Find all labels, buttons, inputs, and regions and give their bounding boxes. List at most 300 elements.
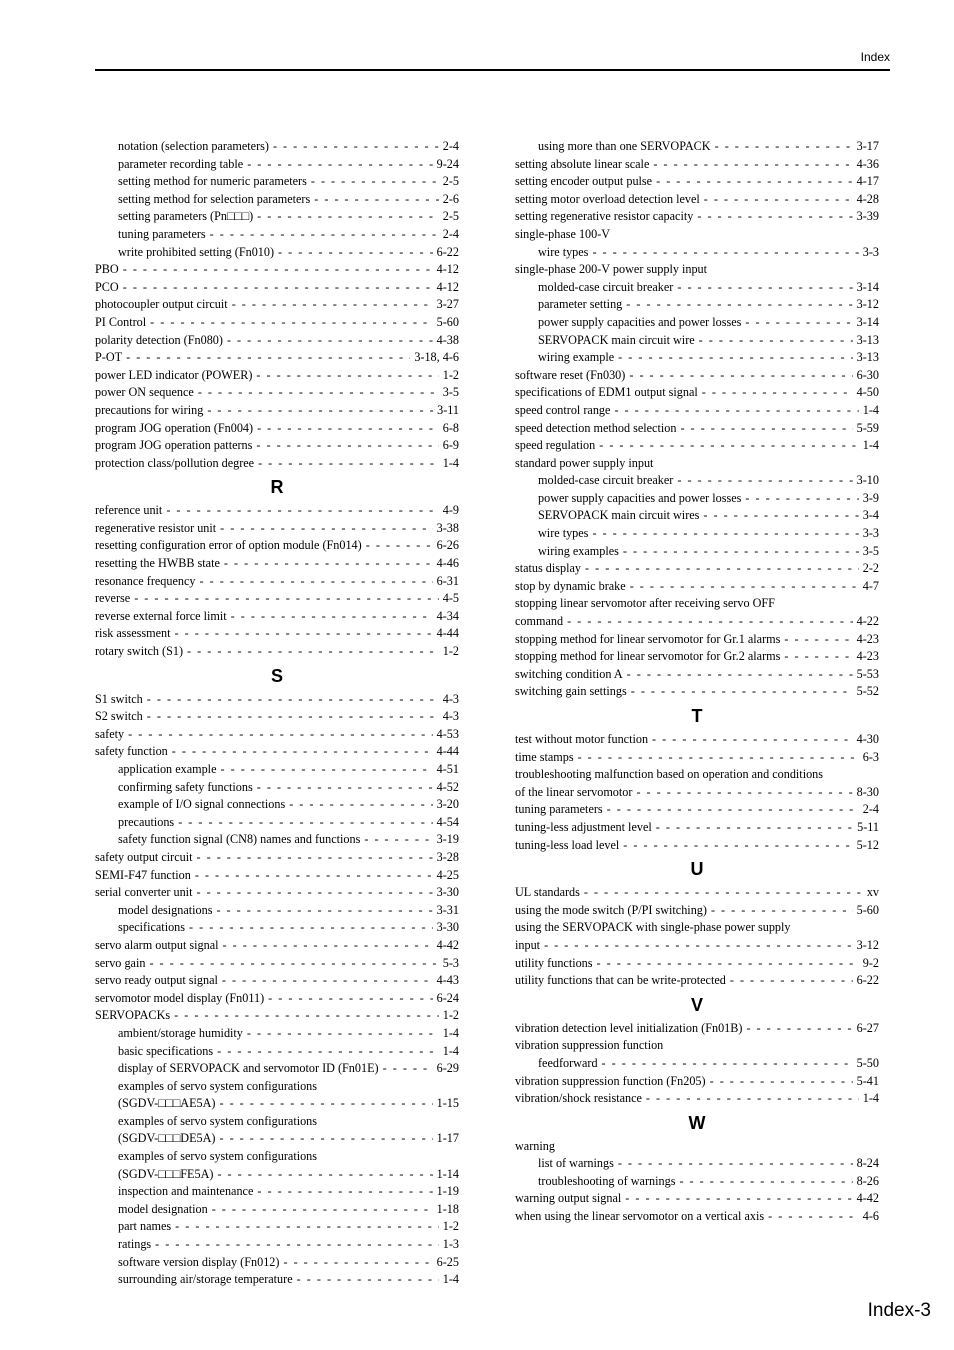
leader-dots	[710, 1073, 853, 1091]
index-entry-label: servo ready output signal	[95, 973, 218, 988]
index-entry	[515, 244, 879, 262]
index-entry-page: 2-4	[862, 802, 879, 817]
index-entry-label: inspection and maintenance	[118, 1184, 254, 1199]
leader-dots	[223, 937, 433, 955]
index-entry-label: utility functions	[515, 955, 593, 970]
index-entry-label: servo alarm output signal	[95, 937, 219, 952]
index-entry-label: parameter setting	[538, 297, 623, 312]
index-entry	[95, 437, 459, 455]
index-entry-label: feedforward	[538, 1055, 598, 1070]
index-entry	[515, 631, 879, 649]
index-entry-page: 5-3	[442, 955, 459, 970]
index-entry	[95, 779, 459, 797]
index-entry-page: 4-50	[856, 385, 879, 400]
index-entry-page: 3-12	[856, 297, 879, 312]
index-entry	[515, 972, 879, 990]
index-entry	[515, 766, 879, 801]
leader-dots	[599, 437, 859, 455]
index-entry	[95, 1271, 459, 1289]
index-entry-label: speed control range	[515, 402, 611, 417]
index-entry-page: 8-26	[856, 1173, 879, 1188]
leader-dots	[231, 608, 433, 626]
leader-dots	[592, 244, 858, 262]
leader-dots	[677, 279, 852, 297]
leader-dots	[746, 1020, 852, 1038]
index-entry-label: setting motor overload detection level	[515, 191, 700, 206]
leader-dots	[247, 156, 432, 174]
index-entry-label: parameter recording table	[118, 156, 244, 171]
index-entry-page: 3-3	[862, 244, 879, 259]
leader-dots	[607, 801, 859, 819]
index-entry-label: servo gain	[95, 955, 146, 970]
index-entry-label: utility functions that can be write-protected	[515, 973, 726, 988]
index-entry	[95, 743, 459, 761]
index-entry-label: servomotor model display (Fn011)	[95, 990, 265, 1005]
leader-dots	[314, 191, 439, 209]
leader-dots	[258, 455, 439, 473]
leader-dots	[697, 208, 852, 226]
index-entry-label: software version display (Fn012)	[118, 1254, 280, 1269]
index-entry-page: 4-23	[856, 631, 879, 646]
leader-dots	[578, 749, 859, 767]
index-entry-page: 4-42	[436, 937, 459, 952]
leader-dots	[147, 691, 439, 709]
index-entry	[95, 1113, 459, 1148]
index-entry	[95, 244, 459, 262]
section-letter: U	[690, 859, 704, 880]
index-entry	[515, 1073, 879, 1091]
leader-dots	[730, 972, 853, 990]
leader-dots	[207, 402, 433, 420]
index-entry	[95, 814, 459, 832]
index-entry-label: notation (selection parameters)	[118, 139, 269, 153]
index-entry-page: 4-12	[436, 262, 459, 277]
index-entry	[95, 1236, 459, 1254]
index-entry	[515, 279, 879, 297]
index-entry	[95, 1201, 459, 1219]
leader-dots	[646, 1090, 859, 1108]
index-entry-page: 3-27	[436, 297, 459, 312]
index-entry-label: power supply capacities and power losses	[538, 314, 742, 329]
index-entry-label: regenerative resistor unit	[95, 520, 217, 535]
leader-dots	[625, 1190, 852, 1208]
index-entry-label: P-OT	[95, 350, 123, 365]
index-entry-page: 3-13	[856, 332, 879, 347]
index-entry-label: rotary switch (S1)	[95, 644, 184, 659]
leader-dots	[219, 1130, 432, 1148]
leader-dots	[212, 1201, 433, 1219]
leader-dots	[174, 1007, 439, 1025]
index-entry	[95, 520, 459, 538]
index-entry	[95, 937, 459, 955]
index-entry-page: 4-30	[856, 732, 879, 746]
index-entry-head: examples of servo system configurations	[118, 1113, 318, 1128]
leader-dots	[268, 990, 433, 1008]
leader-dots	[172, 743, 433, 761]
index-entry-page: 2-6	[442, 191, 459, 206]
index-column-left	[95, 138, 459, 1289]
index-entry-label: molded-case circuit breaker	[538, 279, 674, 294]
index-entry-page: 4-23	[856, 649, 879, 664]
leader-dots	[216, 902, 432, 920]
index-entry-page: 1-4	[442, 1043, 459, 1058]
index-entry-page: 5-12	[856, 837, 879, 852]
leader-dots	[256, 437, 438, 455]
index-entry-label: power ON sequence	[95, 385, 194, 400]
index-entry-page: 3-30	[436, 885, 459, 900]
index-entry-label: molded-case circuit breaker	[538, 473, 674, 488]
index-entry-label: precautions	[118, 814, 175, 829]
index-entry-page: 1-2	[442, 367, 459, 382]
index-entry-label: wiring example	[538, 350, 615, 365]
index-entry	[515, 1055, 879, 1073]
leader-dots	[123, 279, 433, 297]
index-entry-page: 5-60	[436, 314, 459, 329]
index-entry	[95, 831, 459, 849]
leader-dots	[220, 520, 433, 538]
index-entry-label: warning output signal	[515, 1191, 622, 1206]
index-entry-label: using the mode switch (P/PI switching)	[515, 902, 707, 917]
index-entry-page: 5-59	[856, 420, 879, 435]
leader-dots	[257, 1183, 432, 1201]
index-entry-page: 3-31	[436, 902, 459, 917]
index-entry-page: 1-4	[442, 1272, 459, 1287]
section-letter: S	[270, 665, 283, 686]
index-entry-page: 3-10	[856, 473, 879, 488]
index-entry-page: 2-4	[442, 226, 459, 241]
index-entry	[95, 1078, 459, 1113]
index-heading: single-phase 200-V power supply input	[515, 262, 708, 277]
index-entry-page: 6-8	[442, 420, 459, 435]
index-entry-head: examples of servo system configurations	[118, 1149, 318, 1164]
index-entry	[95, 691, 459, 709]
index-entry-page: 9-2	[862, 955, 879, 970]
section-letter: R	[270, 477, 284, 498]
index-entry	[95, 138, 459, 156]
index-entry	[515, 683, 879, 701]
index-entry-page: 2-2	[862, 561, 879, 576]
index-entry	[515, 1090, 879, 1108]
index-entry-label: safety function	[95, 744, 168, 759]
index-entry-label: vibration/shock resistance	[515, 1091, 642, 1106]
leader-dots	[567, 613, 853, 631]
index-entry-label: safety function signal (CN8) names and functions	[118, 832, 361, 847]
index-entry-label: setting regenerative resistor capacity	[515, 209, 694, 224]
index-entry-label: speed detection method selection	[515, 420, 677, 435]
leader-dots	[217, 1166, 432, 1184]
index-entry	[95, 708, 459, 726]
leader-dots	[677, 472, 852, 490]
index-entry	[95, 726, 459, 744]
index-entry	[95, 1043, 459, 1061]
index-entry	[515, 884, 879, 902]
index-entry-label: protection class/pollution degree	[95, 455, 255, 470]
index-entry-label: resetting configuration error of option module (Fn014)	[95, 538, 362, 553]
index-entry-page: 1-2	[442, 1008, 459, 1023]
index-entry-page: 6-3	[862, 749, 879, 764]
index-entry-label: tuning parameters	[515, 802, 603, 817]
index-entry-page: 3-4	[862, 508, 879, 523]
leader-dots	[219, 1095, 432, 1113]
leader-dots	[618, 349, 853, 367]
index-entry	[515, 314, 879, 332]
index-entry-label: input	[515, 937, 541, 952]
index-entry	[515, 156, 879, 174]
section-letter: V	[690, 994, 703, 1015]
index-entry-label: wire types	[538, 526, 589, 541]
leader-dots	[222, 972, 433, 990]
index-entry-label: ratings	[118, 1237, 152, 1252]
leader-dots	[614, 402, 858, 420]
leader-dots	[656, 819, 853, 837]
index-entry	[515, 1190, 879, 1208]
index-entry-page: 4-34	[436, 608, 459, 623]
index-entry	[515, 648, 879, 666]
index-entry	[95, 608, 459, 626]
index-entry-page: 3-12	[856, 937, 879, 952]
index-entry-page: 2-5	[442, 209, 459, 224]
index-entry	[515, 543, 879, 561]
leader-dots	[123, 261, 433, 279]
index-entry-label: stopping method for linear servomotor for Gr.2 alarms	[515, 649, 781, 664]
index-entry-page: 3-39	[856, 209, 879, 224]
index-entry	[515, 296, 879, 314]
index-entry-label: power LED indicator (POWER)	[95, 367, 253, 382]
index-entry-label: (SGDV-□□□AE5A)	[118, 1096, 216, 1111]
leader-dots	[166, 502, 438, 520]
index-entry	[95, 1025, 459, 1043]
index-entry-label: SEMI-F47 function	[95, 867, 191, 882]
index-entry	[95, 314, 459, 332]
index-entry-page: 3-28	[436, 849, 459, 864]
leader-dots	[257, 208, 439, 226]
index-entry-page: 4-17	[856, 174, 879, 189]
index-entry	[515, 437, 879, 455]
index-entry	[515, 819, 879, 837]
index-entry	[515, 402, 879, 420]
index-entry-page: 1-3	[442, 1237, 459, 1252]
index-entry-label: precautions for wiring	[95, 402, 204, 417]
index-entry-label: write prohibited setting (Fn010)	[118, 244, 275, 259]
index-entry-page: 1-17	[436, 1131, 459, 1146]
leader-dots	[364, 831, 432, 849]
leader-dots	[278, 244, 433, 262]
index-entry-page: 1-18	[436, 1201, 459, 1216]
index-entry-page: 3-38	[436, 520, 459, 535]
index-entry-label: switching condition A	[515, 666, 623, 681]
index-entry-label: confirming safety functions	[118, 779, 253, 794]
index-entry	[95, 972, 459, 990]
index-entry-label: display of SERVOPACK and servomotor ID (Fn01E)	[118, 1061, 379, 1076]
leader-dots	[217, 1043, 439, 1061]
index-entry-label: tuning-less load level	[515, 837, 620, 852]
index-entry	[515, 1173, 879, 1191]
leader-dots	[147, 708, 439, 726]
index-entry-label: (SGDV-□□□FE5A)	[118, 1166, 214, 1181]
index-entry-label: program JOG operation patterns	[95, 438, 253, 453]
index-entry-page: 3-19	[436, 832, 459, 847]
leader-dots	[175, 625, 433, 643]
index-entry-label: SERVOPACKs	[95, 1008, 171, 1023]
index-entry	[95, 367, 459, 385]
index-entry	[95, 191, 459, 209]
leader-dots	[366, 537, 433, 555]
index-entry-label: resetting the HWBB state	[95, 556, 220, 571]
index-entry-label: speed regulation	[515, 438, 596, 453]
index-entry	[95, 384, 459, 402]
leader-dots	[602, 1055, 853, 1073]
leader-dots	[653, 156, 852, 174]
leader-dots	[178, 814, 432, 832]
index-entry-label: tuning-less adjustment level	[515, 819, 652, 834]
index-entry-page: 8-24	[856, 1156, 879, 1171]
leader-dots	[784, 648, 852, 666]
index-entry-label: resonance frequency	[95, 573, 196, 588]
leader-dots	[256, 367, 438, 385]
index-entry-page: 3-3	[862, 526, 879, 541]
index-entry-label: command	[515, 614, 564, 629]
index-entry	[95, 849, 459, 867]
leader-dots	[383, 1060, 433, 1078]
index-entry-page: 8-30	[856, 784, 879, 799]
index-entry	[95, 990, 459, 1008]
leader-dots	[257, 779, 433, 797]
index-entry-page: 5-53	[856, 666, 879, 681]
index-entry-page: 4-52	[436, 779, 459, 794]
index-column-right	[515, 138, 879, 1226]
leader-dots	[134, 590, 439, 608]
header-rule	[95, 69, 890, 71]
leader-dots	[784, 631, 852, 649]
leader-dots	[597, 955, 859, 973]
leader-dots	[618, 1155, 853, 1173]
index-entry-page: 6-30	[856, 367, 879, 382]
index-entry-page: 6-9	[442, 438, 459, 453]
index-entry-label: ambient/storage humidity	[118, 1025, 243, 1040]
index-entry-label: using more than one SERVOPACK	[538, 139, 711, 153]
index-entry-label: time stamps	[515, 749, 574, 764]
leader-dots	[128, 726, 433, 744]
index-entry	[95, 261, 459, 279]
index-entry-head: examples of servo system configurations	[118, 1078, 318, 1093]
index-entry	[515, 490, 879, 508]
index-entry	[515, 384, 879, 402]
index-entry-label: setting method for numeric parameters	[118, 174, 307, 189]
index-entry-label: (SGDV-□□□DE5A)	[118, 1131, 216, 1146]
section-letter: W	[688, 1112, 706, 1133]
index-entry-page: 6-29	[436, 1061, 459, 1076]
index-entry-page: 4-42	[856, 1191, 879, 1206]
leader-dots	[150, 314, 433, 332]
leader-dots	[745, 314, 852, 332]
index-entry-page: 3-5	[862, 543, 879, 558]
leader-dots	[155, 1236, 439, 1254]
index-entry-page: 1-4	[442, 455, 459, 470]
index-entry	[95, 902, 459, 920]
index-entry-page: 4-9	[442, 503, 459, 518]
leader-dots	[297, 1271, 439, 1289]
index-entry-head: using the SERVOPACK with single-phase power supply	[515, 920, 791, 935]
leader-dots	[196, 849, 432, 867]
index-entry-label: safety	[95, 726, 125, 741]
index-entry	[95, 1183, 459, 1201]
index-entry	[95, 590, 459, 608]
index-entry	[95, 173, 459, 191]
index-entry-label: software reset (Fn030)	[515, 367, 626, 382]
leader-dots	[196, 884, 432, 902]
leader-dots	[652, 731, 853, 749]
leader-dots	[210, 226, 439, 244]
index-entry-page: 4-3	[442, 709, 459, 724]
index-entry-label: stopping method for linear servomotor for Gr.1 alarms	[515, 631, 781, 646]
index-entry-label: setting parameters (Pn□□□)	[118, 209, 254, 224]
index-heading: warning	[515, 1138, 555, 1153]
leader-dots	[711, 902, 853, 920]
index-entry-page: 4-5	[442, 591, 459, 606]
index-entry-page: 4-6	[862, 1209, 879, 1224]
index-entry-page: 4-44	[436, 626, 459, 641]
index-entry-label: troubleshooting of warnings	[538, 1173, 676, 1188]
index-entry-label: reference unit	[95, 503, 163, 518]
index-entry-label: specifications of EDM1 output signal	[515, 385, 698, 400]
leader-dots	[175, 1218, 439, 1236]
index-entry-label: UL standards	[515, 885, 580, 900]
index-entry-page: 4-22	[856, 614, 879, 629]
index-entry	[515, 801, 879, 819]
index-entry	[515, 507, 879, 525]
index-entry-label: reverse	[95, 591, 131, 606]
index-entry	[95, 296, 459, 314]
leader-dots	[283, 1254, 432, 1272]
index-entry-page: 4-12	[436, 279, 459, 294]
index-entry-label: setting method for selection parameters	[118, 191, 311, 206]
leader-dots	[544, 937, 853, 955]
index-entry-label: risk assessment	[95, 626, 171, 641]
index-entry-page: 4-54	[436, 814, 459, 829]
index-entry-page: 5-60	[856, 902, 879, 917]
index-entry	[95, 955, 459, 973]
leader-dots	[187, 643, 439, 661]
index-entry	[95, 796, 459, 814]
index-entry-page: 3-18, 4-6	[414, 350, 459, 365]
index-entry-head: troubleshooting malfunction based on operation and conditions	[515, 767, 824, 782]
leader-dots	[289, 796, 432, 814]
index-entry	[95, 867, 459, 885]
leader-dots	[126, 349, 410, 367]
index-entry-page: 2-4	[442, 139, 459, 153]
index-entry	[515, 332, 879, 350]
leader-dots	[257, 420, 439, 438]
leader-dots	[189, 919, 433, 937]
leader-dots	[273, 138, 439, 156]
index-entry	[515, 138, 879, 156]
index-entry-page: 6-31	[436, 573, 459, 588]
index-entry	[515, 578, 879, 596]
index-entry-page: 1-14	[436, 1166, 459, 1181]
index-entry-page: 4-46	[436, 556, 459, 571]
index-entry-page: 6-27	[856, 1020, 879, 1035]
index-entry	[515, 666, 879, 684]
leader-dots	[585, 560, 859, 578]
leader-dots	[623, 543, 859, 561]
index-entry-label: setting absolute linear scale	[515, 156, 650, 171]
index-entry-label: program JOG operation (Fn004)	[95, 420, 254, 435]
index-entry-label: part names	[118, 1219, 172, 1234]
index-entry-label: switching gain settings	[515, 684, 627, 699]
leader-dots	[715, 138, 853, 156]
leader-dots	[195, 867, 433, 885]
index-entry-label: PBO	[95, 262, 119, 277]
